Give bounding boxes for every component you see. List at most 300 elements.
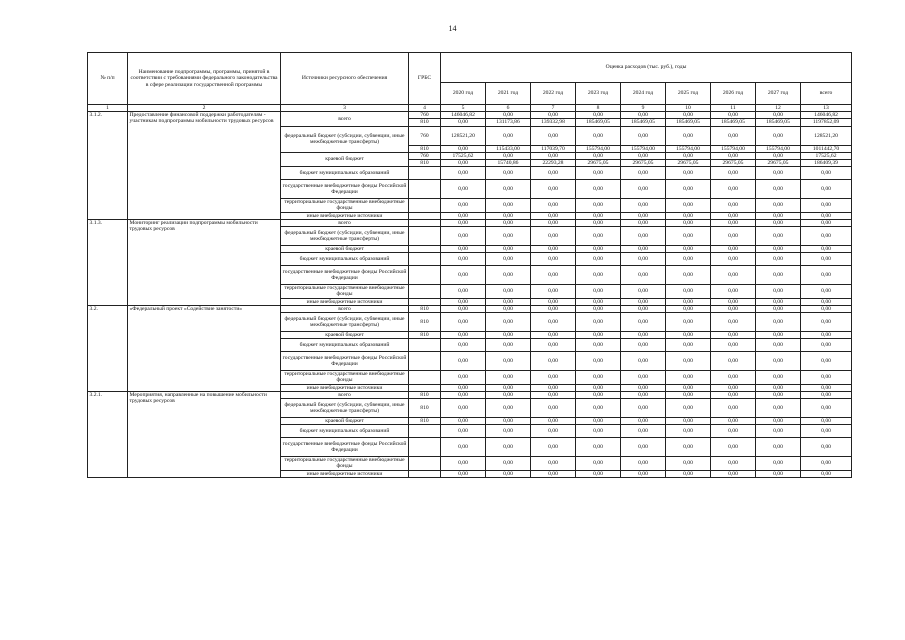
total-value: 0,00 — [801, 253, 852, 266]
grbs-code — [409, 266, 441, 285]
year-value: 0,00 — [531, 180, 576, 199]
year-value: 155794,00 — [711, 145, 756, 152]
year-value: 0,00 — [576, 199, 621, 212]
header-year: 2020 год — [441, 83, 486, 105]
year-value: 0,00 — [711, 457, 756, 470]
year-value: 0,00 — [441, 298, 486, 305]
year-value: 0,00 — [756, 352, 801, 371]
year-value: 0,00 — [531, 399, 576, 418]
year-value: 0,00 — [576, 384, 621, 391]
total-value: 0,00 — [801, 305, 852, 312]
year-value: 0,00 — [531, 285, 576, 298]
header-source: Источники ресурсного обеспечения — [281, 53, 409, 105]
header-estimate: Оценка расходов (тыс. руб.), годы — [441, 53, 852, 83]
year-value: 0,00 — [531, 418, 576, 425]
year-value: 0,00 — [441, 285, 486, 298]
total-value: 0,00 — [801, 227, 852, 246]
year-value: 0,00 — [486, 438, 531, 457]
grbs-code — [409, 180, 441, 199]
year-value: 0,00 — [576, 313, 621, 332]
table-row — [88, 219, 852, 226]
grbs-code: 760 — [409, 152, 441, 159]
total-value: 128521,20 — [801, 126, 852, 145]
year-value: 0,00 — [666, 399, 711, 418]
year-value: 0,00 — [666, 384, 711, 391]
item-name: Мероприятия, направленные на повышение мобильности трудовых ресурсов — [128, 391, 281, 477]
year-value: 0,00 — [756, 298, 801, 305]
year-value: 0,00 — [441, 313, 486, 332]
year-value: 0,00 — [666, 253, 711, 266]
header-year: 2026 год — [711, 83, 756, 105]
year-value: 0,00 — [531, 384, 576, 391]
year-value: 0,00 — [576, 112, 621, 119]
year-value: 0,00 — [756, 470, 801, 477]
year-value: 0,00 — [486, 470, 531, 477]
total-value: 0,00 — [801, 438, 852, 457]
column-index: 2 — [128, 105, 281, 112]
year-value: 0,00 — [756, 313, 801, 332]
year-value: 0,00 — [711, 418, 756, 425]
year-value: 155794,00 — [666, 145, 711, 152]
grbs-code — [409, 227, 441, 246]
year-value: 0,00 — [576, 180, 621, 199]
year-value: 0,00 — [486, 266, 531, 285]
year-value: 0,00 — [531, 126, 576, 145]
grbs-code: 810 — [409, 145, 441, 152]
total-value: 186409,39 — [801, 160, 852, 167]
grbs-code: 760 — [409, 112, 441, 119]
year-value: 0,00 — [576, 457, 621, 470]
year-value: 0,00 — [666, 313, 711, 332]
year-value: 0,00 — [711, 266, 756, 285]
year-value: 0,00 — [576, 418, 621, 425]
year-value: 0,00 — [441, 145, 486, 152]
table-row — [88, 391, 852, 398]
year-value: 0,00 — [486, 112, 531, 119]
year-value: 0,00 — [441, 457, 486, 470]
year-value: 131173,86 — [486, 119, 531, 126]
year-value: 0,00 — [666, 227, 711, 246]
column-index: 9 — [621, 105, 666, 112]
funding-source: территориальные государственные внебюджетные фонды — [281, 371, 409, 384]
funding-source: иные внебюджетные источники — [281, 298, 409, 305]
year-value: 0,00 — [711, 305, 756, 312]
year-value: 0,00 — [441, 438, 486, 457]
year-value: 0,00 — [756, 227, 801, 246]
year-value: 0,00 — [486, 298, 531, 305]
year-value: 0,00 — [441, 339, 486, 352]
header-year: 2021 год — [486, 83, 531, 105]
year-value: 0,00 — [486, 313, 531, 332]
year-value: 0,00 — [756, 180, 801, 199]
item-number: 3.2.1. — [88, 391, 128, 477]
total-value: 0,00 — [801, 313, 852, 332]
year-value: 0,00 — [486, 167, 531, 180]
year-value: 0,00 — [621, 470, 666, 477]
year-value: 0,00 — [711, 425, 756, 438]
year-value: 0,00 — [711, 199, 756, 212]
year-value: 0,00 — [666, 418, 711, 425]
header-year: всего — [801, 83, 852, 105]
grbs-code: 810 — [409, 391, 441, 398]
grbs-code — [409, 339, 441, 352]
year-value: 0,00 — [576, 253, 621, 266]
header-year: 2027 год — [756, 83, 801, 105]
item-number: 3.1.3. — [88, 219, 128, 305]
year-value: 0,00 — [441, 305, 486, 312]
year-value: 0,00 — [711, 227, 756, 246]
grbs-code — [409, 253, 441, 266]
header-year: 2024 год — [621, 83, 666, 105]
year-value: 0,00 — [576, 438, 621, 457]
year-value: 0,00 — [666, 266, 711, 285]
year-value: 0,00 — [621, 371, 666, 384]
item-name: Мониторинг реализации подпрограммы мобильности трудовых ресурсов — [128, 219, 281, 305]
year-value: 0,00 — [621, 112, 666, 119]
funding-source: краевой бюджет — [281, 152, 409, 166]
year-value: 0,00 — [576, 246, 621, 253]
year-value: 0,00 — [621, 167, 666, 180]
funding-source: бюджет муниципальных образований — [281, 167, 409, 180]
header-year: 2023 год — [576, 83, 621, 105]
grbs-code — [409, 212, 441, 219]
grbs-code — [409, 371, 441, 384]
funding-source: иные внебюджетные источники — [281, 212, 409, 219]
year-value: 0,00 — [486, 126, 531, 145]
grbs-code: 810 — [409, 418, 441, 425]
year-value: 0,00 — [531, 332, 576, 339]
year-value: 155794,00 — [576, 145, 621, 152]
year-value: 0,00 — [621, 384, 666, 391]
funding-source: федеральный бюджет (субсидии, субвенции, иные межбюджетные трансферты) — [281, 227, 409, 246]
year-value: 0,00 — [441, 167, 486, 180]
column-index: 5 — [441, 105, 486, 112]
funding-source: бюджет муниципальных образований — [281, 253, 409, 266]
total-value: 0,00 — [801, 285, 852, 298]
funding-source: федеральный бюджет (субсидии, субвенции, иные межбюджетные трансферты) — [281, 399, 409, 418]
total-value: 0,00 — [801, 298, 852, 305]
header-year: 2025 год — [666, 83, 711, 105]
year-value: 29675,05 — [621, 160, 666, 167]
year-value: 0,00 — [441, 180, 486, 199]
year-value: 0,00 — [756, 199, 801, 212]
grbs-code: 810 — [409, 119, 441, 126]
year-value: 0,00 — [531, 199, 576, 212]
total-value: 1197852,09 — [801, 119, 852, 126]
year-value: 0,00 — [666, 219, 711, 226]
year-value: 0,00 — [621, 399, 666, 418]
year-value: 0,00 — [576, 212, 621, 219]
year-value: 0,00 — [441, 470, 486, 477]
year-value: 0,00 — [711, 470, 756, 477]
year-value: 0,00 — [531, 246, 576, 253]
grbs-code: 810 — [409, 160, 441, 167]
year-value: 0,00 — [666, 180, 711, 199]
year-value: 0,00 — [486, 399, 531, 418]
grbs-code — [409, 438, 441, 457]
year-value: 0,00 — [756, 253, 801, 266]
grbs-code — [409, 246, 441, 253]
year-value: 0,00 — [756, 399, 801, 418]
year-value: 155794,00 — [756, 145, 801, 152]
year-value: 0,00 — [756, 167, 801, 180]
year-value: 0,00 — [711, 391, 756, 398]
year-value: 0,00 — [486, 418, 531, 425]
year-value: 0,00 — [486, 219, 531, 226]
funding-source: территориальные государственные внебюджетные фонды — [281, 285, 409, 298]
grbs-code — [409, 470, 441, 477]
year-value: 0,00 — [531, 391, 576, 398]
funding-source: государственные внебюджетные фонды Российской Федерации — [281, 180, 409, 199]
year-value: 0,00 — [441, 199, 486, 212]
total-value: 0,00 — [801, 425, 852, 438]
year-value: 0,00 — [576, 371, 621, 384]
year-value: 0,00 — [666, 352, 711, 371]
year-value: 0,00 — [756, 371, 801, 384]
grbs-code — [409, 199, 441, 212]
year-value: 0,00 — [666, 332, 711, 339]
year-value: 0,00 — [711, 352, 756, 371]
year-value: 0,00 — [711, 126, 756, 145]
year-value: 0,00 — [666, 425, 711, 438]
year-value: 0,00 — [621, 246, 666, 253]
year-value: 0,00 — [711, 438, 756, 457]
year-value: 0,00 — [486, 457, 531, 470]
total-value: 0,00 — [801, 332, 852, 339]
year-value: 0,00 — [621, 425, 666, 438]
year-value: 0,00 — [576, 126, 621, 145]
year-value: 0,00 — [621, 266, 666, 285]
year-value: 0,00 — [711, 219, 756, 226]
grbs-code — [409, 352, 441, 371]
total-value: 0,00 — [801, 339, 852, 352]
year-value: 0,00 — [756, 219, 801, 226]
year-value: 0,00 — [621, 219, 666, 226]
year-value: 0,00 — [576, 352, 621, 371]
year-value: 0,00 — [711, 332, 756, 339]
year-value: 0,00 — [621, 457, 666, 470]
year-value: 0,00 — [531, 219, 576, 226]
year-value: 0,00 — [711, 167, 756, 180]
year-value: 0,00 — [531, 438, 576, 457]
year-value: 146046,82 — [441, 112, 486, 119]
year-value: 0,00 — [666, 126, 711, 145]
year-value: 0,00 — [711, 399, 756, 418]
column-index: 13 — [801, 105, 852, 112]
year-value: 0,00 — [711, 298, 756, 305]
year-value: 0,00 — [441, 119, 486, 126]
year-value: 0,00 — [756, 266, 801, 285]
year-value: 0,00 — [711, 285, 756, 298]
year-value: 0,00 — [486, 246, 531, 253]
year-value: 0,00 — [486, 425, 531, 438]
year-value: 0,00 — [711, 253, 756, 266]
year-value: 0,00 — [486, 199, 531, 212]
grbs-code — [409, 457, 441, 470]
year-value: 0,00 — [621, 298, 666, 305]
year-value: 0,00 — [486, 152, 531, 159]
total-value: 0,00 — [801, 199, 852, 212]
year-value: 0,00 — [441, 371, 486, 384]
year-value: 0,00 — [576, 399, 621, 418]
year-value: 0,00 — [621, 180, 666, 199]
year-value: 0,00 — [486, 352, 531, 371]
funding-source: краевой бюджет — [281, 332, 409, 339]
year-value: 0,00 — [441, 160, 486, 167]
total-value: 0,00 — [801, 219, 852, 226]
page-number: 14 — [448, 24, 457, 33]
funding-source: всего — [281, 305, 409, 312]
table-row — [88, 305, 852, 312]
table-row — [88, 112, 852, 119]
total-value: 1011442,70 — [801, 145, 852, 152]
year-value: 115433,00 — [486, 145, 531, 152]
funding-source: иные внебюджетные источники — [281, 470, 409, 477]
total-value: 0,00 — [801, 246, 852, 253]
year-value: 0,00 — [441, 384, 486, 391]
year-value: 0,00 — [531, 152, 576, 159]
year-value: 0,00 — [756, 246, 801, 253]
year-value: 0,00 — [756, 152, 801, 159]
year-value: 0,00 — [576, 391, 621, 398]
year-value: 0,00 — [441, 352, 486, 371]
column-index: 12 — [756, 105, 801, 112]
year-value: 185469,05 — [711, 119, 756, 126]
year-value: 0,00 — [441, 425, 486, 438]
item-name: «Федеральный проект «Содействие занятости» — [128, 305, 281, 391]
total-value: 146046,82 — [801, 112, 852, 119]
year-value: 0,00 — [666, 112, 711, 119]
year-value: 0,00 — [576, 339, 621, 352]
year-value: 0,00 — [756, 112, 801, 119]
item-number: 3.2. — [88, 305, 128, 391]
funding-source: бюджет муниципальных образований — [281, 339, 409, 352]
funding-source: всего — [281, 219, 409, 226]
year-value: 0,00 — [576, 152, 621, 159]
item-number: 3.1.2. — [88, 112, 128, 220]
funding-source: всего — [281, 391, 409, 398]
total-value: 0,00 — [801, 371, 852, 384]
grbs-code — [409, 384, 441, 391]
year-value: 0,00 — [666, 285, 711, 298]
funding-source: государственные внебюджетные фонды Российской Федерации — [281, 352, 409, 371]
funding-source: государственные внебюджетные фонды Российской Федерации — [281, 438, 409, 457]
header-name: Наименование подпрограммы, программы, принятой в соответствии с требованиями федерального законодательства в сфере реализации государственной программы — [128, 53, 281, 105]
column-index: 7 — [531, 105, 576, 112]
funding-source: краевой бюджет — [281, 246, 409, 253]
year-value: 0,00 — [531, 470, 576, 477]
year-value: 0,00 — [666, 371, 711, 384]
year-value: 0,00 — [756, 339, 801, 352]
funding-source: краевой бюджет — [281, 418, 409, 425]
year-value: 0,00 — [576, 227, 621, 246]
year-value: 0,00 — [756, 305, 801, 312]
grbs-code — [409, 219, 441, 226]
column-index: 3 — [281, 105, 409, 112]
total-value: 0,00 — [801, 212, 852, 219]
year-value: 0,00 — [486, 285, 531, 298]
year-value: 17525,62 — [441, 152, 486, 159]
year-value: 0,00 — [486, 253, 531, 266]
year-value: 0,00 — [756, 285, 801, 298]
year-value: 0,00 — [441, 391, 486, 398]
year-value: 0,00 — [486, 305, 531, 312]
year-value: 0,00 — [666, 152, 711, 159]
total-value: 17525,62 — [801, 152, 852, 159]
expenditure-table — [87, 52, 852, 478]
year-value: 0,00 — [666, 298, 711, 305]
year-value: 0,00 — [621, 352, 666, 371]
year-value: 0,00 — [756, 425, 801, 438]
year-value: 0,00 — [486, 180, 531, 199]
year-value: 185469,05 — [756, 119, 801, 126]
funding-source: иные внебюджетные источники — [281, 384, 409, 391]
year-value: 0,00 — [756, 212, 801, 219]
grbs-code — [409, 298, 441, 305]
year-value: 0,00 — [711, 112, 756, 119]
year-value: 0,00 — [531, 425, 576, 438]
year-value: 0,00 — [441, 246, 486, 253]
year-value: 0,00 — [576, 285, 621, 298]
year-value: 0,00 — [666, 470, 711, 477]
year-value: 0,00 — [441, 219, 486, 226]
total-value: 0,00 — [801, 180, 852, 199]
year-value: 29675,05 — [666, 160, 711, 167]
year-value: 0,00 — [531, 352, 576, 371]
year-value: 0,00 — [621, 253, 666, 266]
year-value: 0,00 — [666, 212, 711, 219]
funding-source: федеральный бюджет (субсидии, субвенции, иные межбюджетные трансферты) — [281, 313, 409, 332]
year-value: 0,00 — [666, 246, 711, 253]
year-value: 0,00 — [621, 305, 666, 312]
funding-source: федеральный бюджет (субсидии, субвенции, иные межбюджетные трансферты) — [281, 126, 409, 152]
grbs-code: 810 — [409, 313, 441, 332]
year-value: 0,00 — [531, 371, 576, 384]
grbs-code — [409, 285, 441, 298]
year-value: 0,00 — [621, 199, 666, 212]
year-value: 0,00 — [486, 212, 531, 219]
year-value: 0,00 — [441, 212, 486, 219]
year-value: 185469,05 — [666, 119, 711, 126]
grbs-code: 760 — [409, 126, 441, 145]
year-value: 0,00 — [576, 332, 621, 339]
year-value: 139332,98 — [531, 119, 576, 126]
year-value: 0,00 — [666, 199, 711, 212]
year-value: 0,00 — [531, 227, 576, 246]
year-value: 0,00 — [531, 212, 576, 219]
year-value: 0,00 — [711, 180, 756, 199]
year-value: 0,00 — [441, 418, 486, 425]
year-value: 0,00 — [711, 152, 756, 159]
year-value: 0,00 — [576, 266, 621, 285]
year-value: 0,00 — [711, 339, 756, 352]
year-value: 0,00 — [486, 227, 531, 246]
total-value: 0,00 — [801, 391, 852, 398]
column-index: 10 — [666, 105, 711, 112]
year-value: 0,00 — [756, 438, 801, 457]
year-value: 0,00 — [441, 399, 486, 418]
year-value: 0,00 — [621, 212, 666, 219]
column-index: 8 — [576, 105, 621, 112]
year-value: 0,00 — [666, 305, 711, 312]
year-value: 15740,86 — [486, 160, 531, 167]
funding-source: государственные внебюджетные фонды Российской Федерации — [281, 266, 409, 285]
total-value: 0,00 — [801, 399, 852, 418]
total-value: 0,00 — [801, 384, 852, 391]
year-value: 0,00 — [756, 332, 801, 339]
year-value: 0,00 — [531, 339, 576, 352]
year-value: 0,00 — [621, 339, 666, 352]
